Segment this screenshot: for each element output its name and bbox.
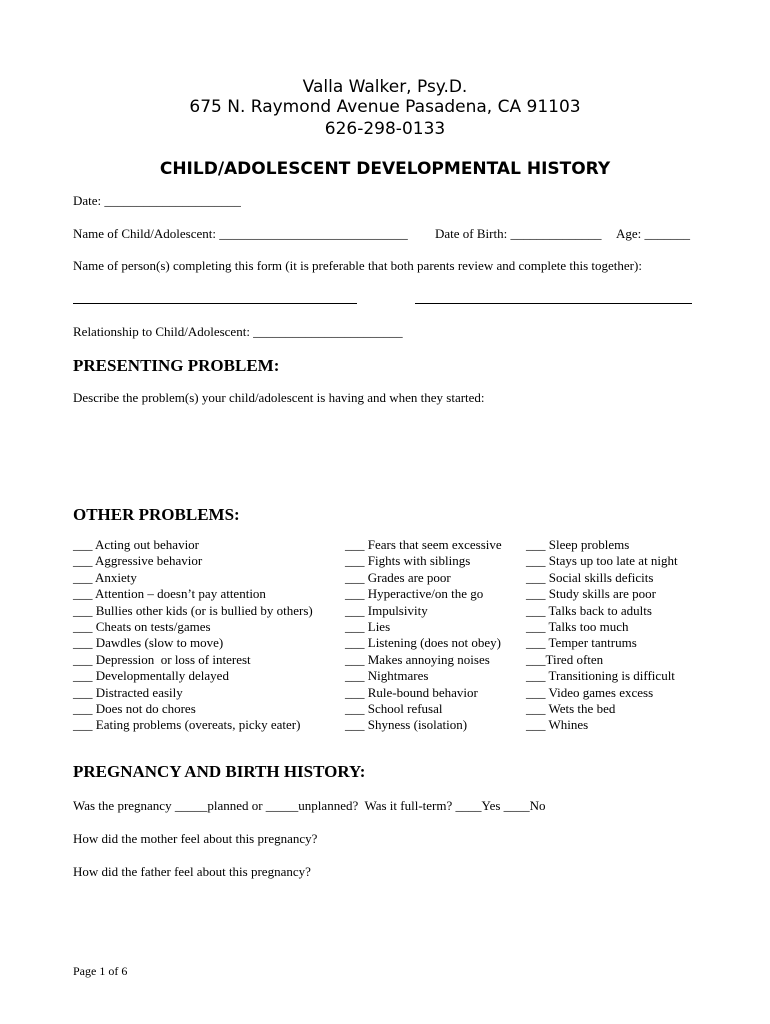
checklist-item[interactable]: ___ Makes annoying noises xyxy=(345,651,490,667)
person-completing-line-1[interactable] xyxy=(73,303,357,304)
checklist-item[interactable]: ___ Hyperactive/on the go xyxy=(345,586,484,602)
checklist-item[interactable]: ___ Rule-bound behavior xyxy=(345,684,478,700)
checklist-item[interactable]: ___ Eating problems (overeats, picky eater) xyxy=(73,717,301,733)
checklist-item[interactable]: ___ Transitioning is difficult xyxy=(526,668,675,684)
checklist-item[interactable]: ___ Bullies other kids (or is bullied by others) xyxy=(73,602,313,618)
checklist-item[interactable]: ___ Fights with siblings xyxy=(345,553,471,569)
problem-checklist-col-2 xyxy=(345,537,502,734)
practitioner-phone: 626-298-0133 xyxy=(324,119,446,139)
checklist-item[interactable]: ___ Does not do chores xyxy=(73,701,196,717)
checklist-item[interactable]: ___ Attention – doesn’t pay attention xyxy=(73,586,266,602)
checklist-item[interactable]: ___ Whines xyxy=(526,717,589,733)
form-title: CHILD/ADOLESCENT DEVELOPMENTAL HISTORY xyxy=(159,159,611,179)
pregnancy-question-planned[interactable]: Was the pregnancy _____planned or _____unplanned? Was it full-term? ____Yes ____No xyxy=(73,798,546,813)
presenting-problem-prompt: Describe the problem(s) your child/adolescent is having and when they started: xyxy=(73,390,485,405)
checklist-item[interactable]: ___ Sleep problems xyxy=(526,537,630,552)
checklist-item[interactable]: ___ Fears that seem excessive xyxy=(345,537,502,552)
checklist-item[interactable]: ___ Wets the bed xyxy=(526,701,616,717)
other-problems-heading: OTHER PROBLEMS: xyxy=(73,505,240,524)
checklist-item[interactable]: ___ Anxiety xyxy=(73,569,137,585)
checklist-item[interactable]: ___ Shyness (isolation) xyxy=(345,717,468,733)
checklist-item[interactable]: ___Tired often xyxy=(526,651,604,667)
checklist-item[interactable]: ___ Listening (does not obey) xyxy=(345,635,501,651)
checklist-item[interactable]: ___ Temper tantrums xyxy=(526,635,637,651)
checklist-item[interactable]: ___ Grades are poor xyxy=(345,569,451,585)
pregnancy-question-mother: How did the mother feel about this pregnancy? xyxy=(73,831,318,846)
relationship-field[interactable]: Relationship to Child/Adolescent: _______________________ xyxy=(73,324,403,339)
checklist-item[interactable]: ___ Video games excess xyxy=(526,684,654,700)
child-name-field[interactable]: Name of Child/Adolescent: _____________________________ xyxy=(73,226,408,241)
checklist-item[interactable]: ___ Nightmares xyxy=(345,668,429,684)
date-field[interactable]: Date: _____________________ xyxy=(73,193,241,208)
checklist-item[interactable]: ___ Dawdles (slow to move) xyxy=(73,635,224,651)
date-of-birth-field[interactable]: Date of Birth: ______________ xyxy=(435,226,602,241)
checklist-item[interactable]: ___ Social skills deficits xyxy=(526,569,654,585)
checklist-item[interactable]: ___ Developmentally delayed xyxy=(73,668,229,684)
person-completing-line-2[interactable] xyxy=(415,303,692,304)
checklist-item[interactable]: ___ Distracted easily xyxy=(73,684,183,700)
page-number: Page 1 of 6 xyxy=(73,964,128,978)
presenting-problem-heading: PRESENTING PROBLEM: xyxy=(73,356,280,375)
checklist-item[interactable]: ___ Cheats on tests/games xyxy=(73,619,211,635)
checklist-item[interactable]: ___ Acting out behavior xyxy=(73,537,200,552)
checklist-item[interactable]: ___ Impulsivity xyxy=(345,602,428,618)
checklist-item[interactable]: ___ Study skills are poor xyxy=(526,586,656,602)
checklist-item[interactable]: ___ Depression or loss of interest xyxy=(73,651,251,667)
practitioner-name: Valla Walker, Psy.D. xyxy=(302,77,468,97)
checklist-item[interactable]: ___ School refusal xyxy=(345,701,443,717)
problem-checklist-col-3 xyxy=(526,537,678,734)
pregnancy-question-father: How did the father feel about this pregnancy? xyxy=(73,864,311,879)
pregnancy-heading: PREGNANCY AND BIRTH HISTORY: xyxy=(73,762,366,781)
age-field[interactable]: Age: _______ xyxy=(616,226,691,241)
checklist-item[interactable]: ___ Talks too much xyxy=(526,619,629,635)
checklist-item[interactable]: ___ Aggressive behavior xyxy=(73,553,203,569)
person-completing-label: Name of person(s) completing this form (it is preferable that both parents review and complete this together): xyxy=(73,258,642,273)
problem-checklist-col-1 xyxy=(73,537,313,734)
checklist-item[interactable]: ___ Lies xyxy=(345,619,391,635)
checklist-item[interactable]: ___ Talks back to adults xyxy=(526,602,652,618)
practitioner-address: 675 N. Raymond Avenue Pasadena, CA 91103 xyxy=(189,97,581,117)
checklist-item[interactable]: ___ Stays up too late at night xyxy=(526,553,678,569)
